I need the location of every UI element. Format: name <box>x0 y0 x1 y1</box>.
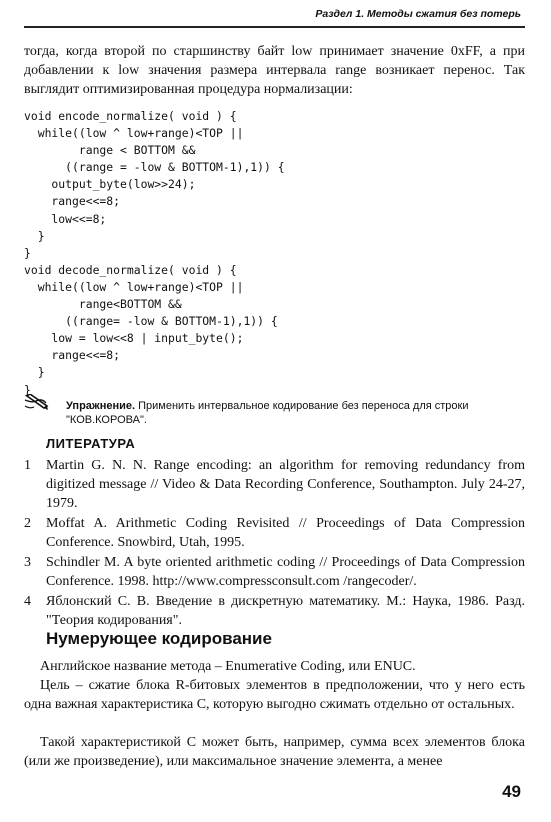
reference-text: Schindler M. A byte oriented arithmetic coding // Proceedings of Data Compression Conference. 1998. http://www.compressconsult.com /rangecoder/. <box>46 555 525 589</box>
reference-number: 4 <box>24 594 31 609</box>
reference-item <box>24 514 525 552</box>
reference-text: Martin G. N. N. Range encoding: an algorithm for removing redundancy from digitized message // Video & Data Recording Conference, Southampton. July 24-27, 1979. <box>46 458 525 511</box>
section-paragraph: Цель – сжатие блока R-битовых элементов в предположении, что у него есть одна важная характеристика C, которую выгодно сжимать отдельно от остальных. <box>24 678 525 712</box>
header-rule <box>24 26 525 28</box>
pencil-icon <box>24 394 50 412</box>
reference-list <box>24 456 525 631</box>
section-title: Нумерующее кодирование <box>46 629 272 648</box>
reference-item <box>24 592 525 630</box>
literature-heading: ЛИТЕРАТУРА <box>46 436 136 451</box>
reference-item <box>24 456 525 513</box>
reference-number: 1 <box>24 458 31 473</box>
code-listing: void encode_normalize( void ) { while((low ^ low+range)<TOP || range < BOTTOM && ((range = -low & BOTTOM-1),1)) { output_byte(low>>24); range<<=8; low<<=8; } } void decode_normalize( void ) { while((low ^ low+range)<TOP || range<BOTTOM && ((range= -low & BOTTOM-1),1)) { low = low<<8 | input_byte(); range<<=8; } } <box>24 109 285 397</box>
reference-number: 2 <box>24 516 31 531</box>
exercise-label: Упражнение. <box>66 400 136 412</box>
reference-text: Moffat A. Arithmetic Coding Revisited // Proceedings of Data Compression Conference. Snowbird, Utah, 1995. <box>46 516 525 550</box>
running-header: Раздел 1. Методы сжатия без потерь <box>315 8 521 20</box>
section-paragraph: Такой характеристикой C может быть, например, сумма всех элементов блока (или же произведение), или максимальное значение элемента, а менее <box>24 735 525 769</box>
exercise-body: Применить интервальное кодирование без переноса для строки "КОВ.КОРОВА". <box>66 400 469 426</box>
reference-number: 3 <box>24 555 31 570</box>
intro-paragraph: тогда, когда второй по старшинству байт low принимает значение 0xFF, а при добавлении к low значения размера интервала range возникает перенос. Так выглядит оптимизированная процедура нормализации: <box>24 44 525 97</box>
exercise-text <box>66 399 525 427</box>
exercise-block <box>24 394 525 428</box>
reference-item <box>24 553 525 591</box>
page-number: 49 <box>502 782 521 801</box>
section-paragraph: Английское название метода – Enumerative Coding, или ENUC. <box>40 659 416 674</box>
reference-text: Яблонский С. В. Введение в дискретную математику. М.: Наука, 1986. Разд. "Теория кодирования". <box>46 594 525 628</box>
